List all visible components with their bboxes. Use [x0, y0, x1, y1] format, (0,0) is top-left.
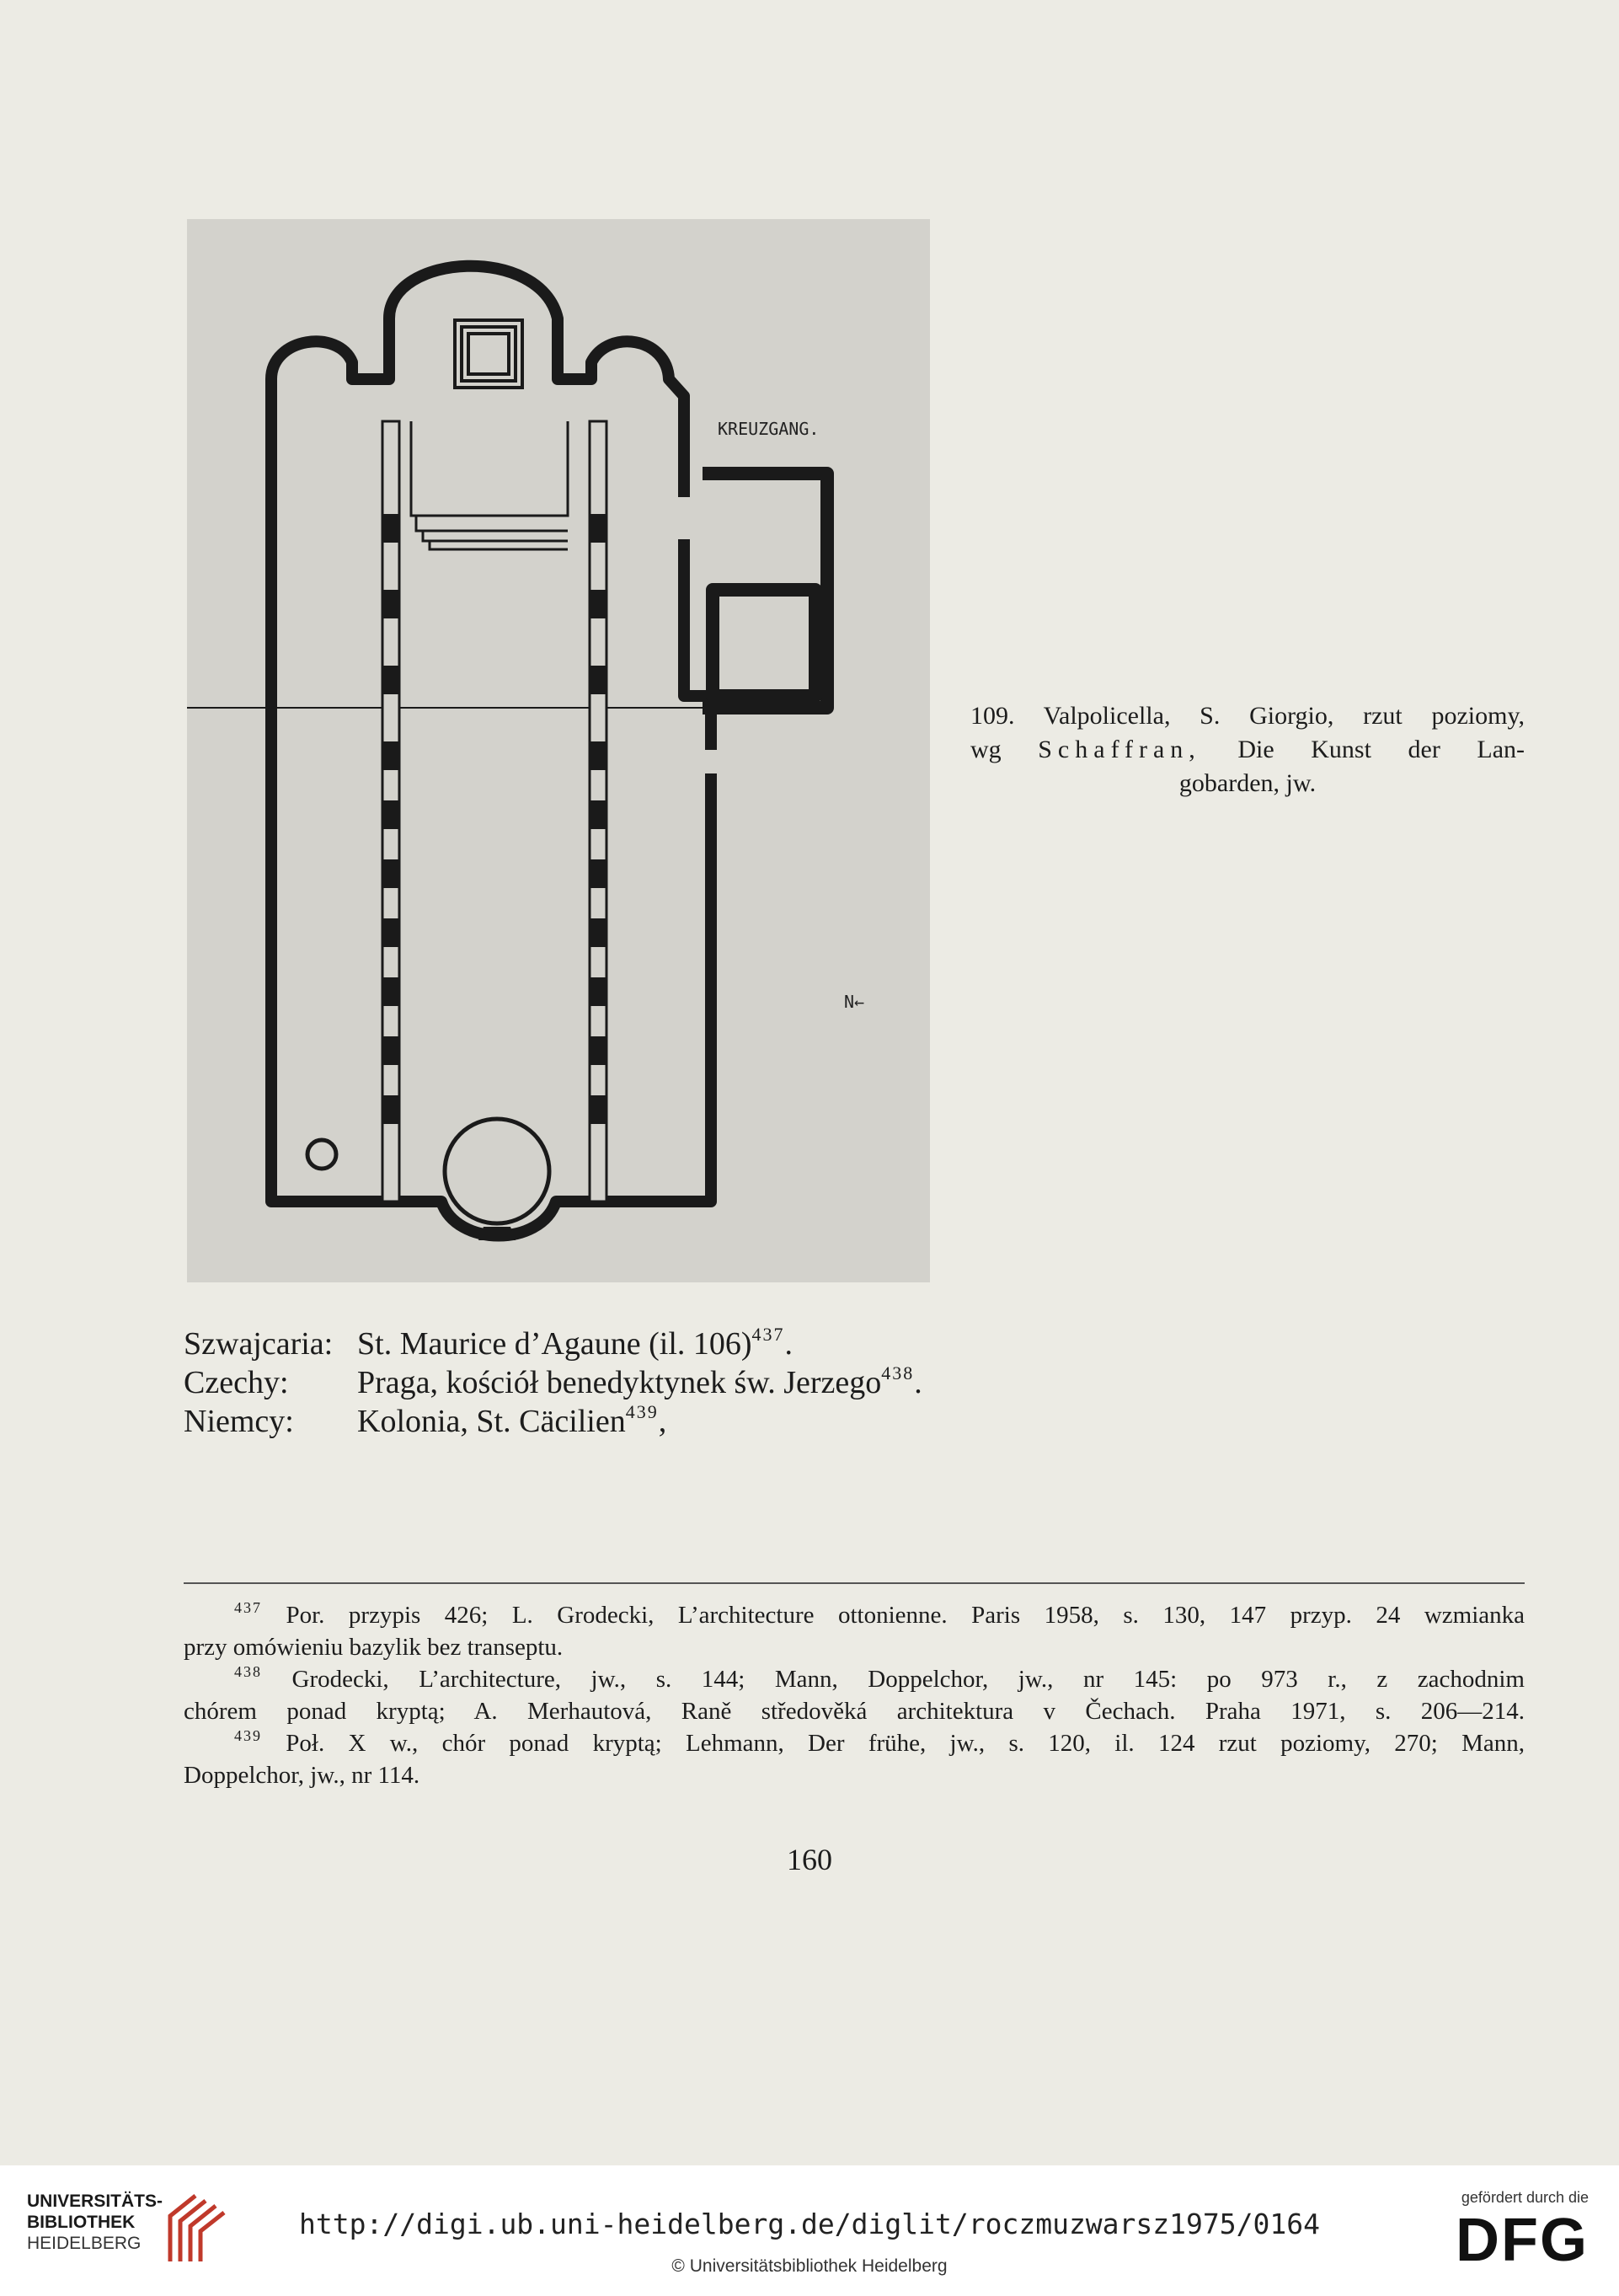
footnote-439 — [184, 1727, 1525, 1791]
outer-wall — [271, 398, 711, 1236]
library-name-line: HEIDELBERG — [27, 2234, 142, 2253]
country-label: Czechy: — [184, 1365, 289, 1400]
punctuation: , — [658, 1404, 667, 1439]
footnote-text: Grodecki, L’architecture, jw., s. 144; Mann, Doppelchor, jw., nr 145: po 973 r., z zachodnim — [291, 1666, 1525, 1693]
footer-bar — [0, 2165, 1619, 2296]
church-list — [184, 1325, 1026, 1441]
punctuation: . — [784, 1326, 793, 1362]
country-label: Niemcy: — [184, 1404, 294, 1439]
well-circle — [307, 1140, 336, 1169]
list-item — [184, 1325, 1026, 1363]
footnote-line — [184, 1663, 1525, 1695]
library-name-line: BIBLIOTHEK — [27, 2213, 136, 2232]
list-item — [184, 1363, 1026, 1402]
list-item — [184, 1402, 1026, 1441]
place-name: Praga, kościół benedyktynek św. Jerzego — [357, 1365, 882, 1400]
footnote-ref[interactable]: 437 — [751, 1324, 785, 1345]
footnote-number: 439 — [234, 1727, 262, 1744]
footnotes — [184, 1599, 1525, 1791]
caption-line-2 — [970, 733, 1525, 767]
footnote-line: przy omówieniu bazylik bez transeptu. — [184, 1634, 564, 1661]
footnote-ref[interactable]: 438 — [881, 1362, 915, 1383]
footnote-line — [184, 1727, 1525, 1759]
footnote-text: Por. przypis 426; L. Grodecki, L’architecture ottonienne. Paris 1958, s. 130, 147 przyp. 24 wzmianka — [286, 1602, 1525, 1629]
page-number: 160 — [787, 1843, 832, 1876]
crypt-circle — [445, 1119, 549, 1223]
footnote-divider — [184, 1582, 1525, 1584]
source-url-link[interactable]: http://digi.ub.uni-heidelberg.de/diglit/roczmuzwarsz1975/0164 — [299, 2208, 1320, 2240]
figure-caption — [970, 699, 1525, 800]
floor-plan-drawing — [187, 219, 930, 1282]
place-text — [357, 1363, 922, 1402]
caption-line-3: gobarden, jw. — [1178, 769, 1317, 797]
caption-title: Die Kunst der Lan- — [1237, 736, 1525, 763]
punctuation: . — [914, 1365, 922, 1400]
caption-line-1: 109. Valpolicella, S. Giorgio, rzut poziomy, — [970, 702, 1525, 730]
place-text — [357, 1402, 666, 1441]
sponsor-text: gefördert durch die — [1461, 2189, 1589, 2206]
footnote-number: 438 — [234, 1663, 262, 1680]
place-text — [357, 1325, 793, 1363]
altar-square — [455, 320, 522, 388]
dfg-logo: DFG — [1456, 2207, 1589, 2274]
plan-label-cloister: KREUZGANG. — [718, 419, 820, 439]
floor-plan-figure — [187, 219, 930, 1282]
cloister-inner-room — [713, 590, 815, 696]
footnote-text: Poł. X w., chór ponad kryptą; Lehmann, Der frühe, jw., s. 120, il. 124 rzut poziomy, 270; Mann, — [286, 1730, 1525, 1757]
footnote-ref[interactable]: 439 — [625, 1401, 659, 1422]
footnote-438 — [184, 1663, 1525, 1727]
place-name: Kolonia, St. Cäcilien — [357, 1404, 626, 1439]
sponsor-block[interactable] — [1437, 2189, 1589, 2274]
library-name-line: UNIVERSITÄTS- — [27, 2192, 163, 2211]
footnote-line: chórem ponad kryptą; A. Merhautová, Raně středověká architektura v Čechach. Praha 1971, s. 206—214. — [184, 1698, 1525, 1725]
footnote-line — [184, 1599, 1525, 1631]
footnote-437 — [184, 1599, 1525, 1663]
copyright-text: © Universitätsbibliothek Heidelberg — [671, 2256, 948, 2276]
caption-author: Schaffran, — [1038, 736, 1201, 763]
plan-label-north: N← — [844, 992, 865, 1012]
place-name: St. Maurice d’Agaune (il. 106) — [357, 1326, 752, 1362]
country-label: Szwajcaria: — [184, 1326, 334, 1362]
caption-prefix: wg — [970, 736, 1002, 763]
footnote-line: Doppelchor, jw., nr 114. — [184, 1762, 420, 1789]
footnote-number: 437 — [234, 1599, 262, 1616]
